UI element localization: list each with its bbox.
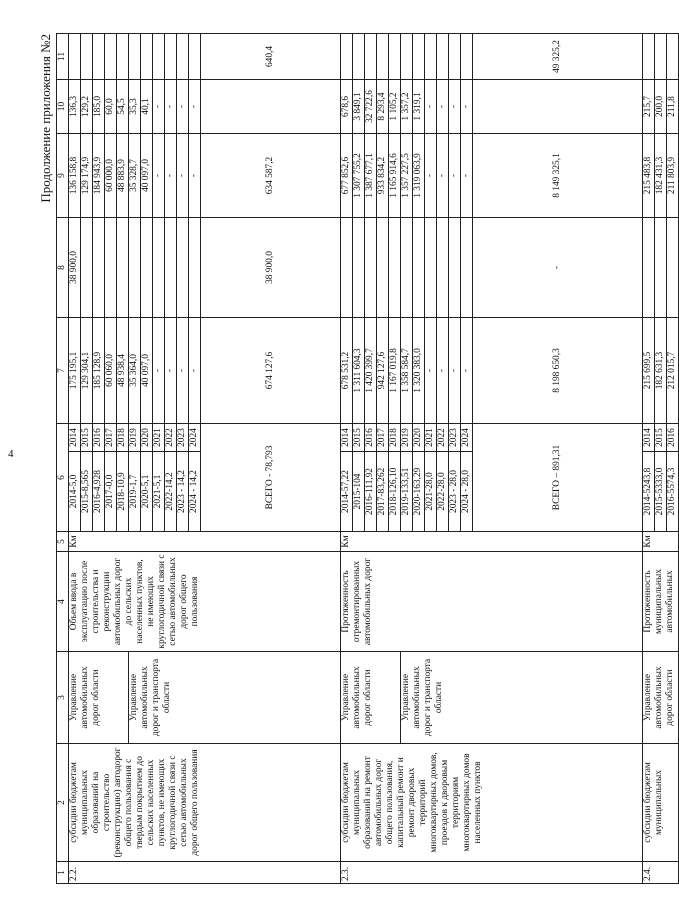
funding-value: - (153, 318, 165, 424)
column-8-value (341, 218, 353, 318)
total-column-9: 634 587,2 (201, 134, 341, 218)
column-9-value: - (425, 134, 437, 218)
funding-value: - (449, 318, 461, 424)
header-cell: 4 (57, 552, 69, 652)
column-9-value: - (437, 134, 449, 218)
column-8-value (177, 218, 189, 318)
row-number: 2.2. (69, 862, 341, 884)
header-cell: 8 (57, 218, 69, 318)
column-10-value: - (437, 80, 449, 134)
plan-value: 2018-10,9 (117, 452, 129, 532)
column-10-value: 1 105,2 (389, 80, 401, 134)
column-8-value (449, 218, 461, 318)
year-cell: 2015 (353, 424, 365, 452)
plan-value: 2020-5,1 (141, 452, 153, 532)
column-8-value (117, 218, 129, 318)
indicator-name: Протяженность отремонтированных автомобильных дорог (341, 552, 643, 652)
column-10-value: - (153, 80, 165, 134)
column-9-value: 184 943,9 (93, 134, 105, 218)
column-11-value (93, 34, 105, 80)
column-10-value: 60,0 (105, 80, 117, 134)
column-10-value: - (165, 80, 177, 134)
funding-value: 1 358 584,7 (401, 318, 413, 424)
column-9-value: - (449, 134, 461, 218)
column-10-value: - (461, 80, 473, 134)
plan-value: 2023 - 28,0 (449, 452, 461, 532)
header-cell: 2 (57, 744, 69, 862)
column-10-value: 211,8 (667, 80, 679, 134)
funding-value: - (425, 318, 437, 424)
column-10-value: 32 722,6 (365, 80, 377, 134)
plan-value: 2022-14,2 (165, 452, 177, 532)
column-9-value: 933 834,2 (377, 134, 389, 218)
row-number: 2.3. (341, 862, 643, 884)
year-cell: 2022 (165, 424, 177, 452)
column-10-value: 35,3 (129, 80, 141, 134)
column-11-value (425, 34, 437, 80)
column-9-value: 215 483,8 (643, 134, 655, 218)
year-cell: 2019 (401, 424, 413, 452)
column-10-value: 54,5 (117, 80, 129, 134)
funding-value: 1 420 399,7 (365, 318, 377, 424)
column-11-value (377, 34, 389, 80)
column-9-value: 40 097,0 (141, 134, 153, 218)
plan-value: 2016-111,92 (365, 452, 377, 532)
column-10-value: 678,6 (341, 80, 353, 134)
year-cell: 2015 (655, 424, 667, 452)
plan-value: 2020-163,29 (413, 452, 425, 532)
column-8-value (643, 218, 655, 318)
column-9-value: 211 803,9 (667, 134, 679, 218)
column-8-value (401, 218, 413, 318)
activity-name: субсидии бюджетам муниципальных образований на строительство (реконструкцию) автодорог общего пользования с твердым покрытием до сельских населенных пунктов, не имеющих круглогодичной связи с сетью автомобильных дорог общего пользования (69, 744, 341, 862)
activity-name: субсидии бюджетам муниципальных образований на ремонт автомобильных дорог общего пользования, капитальный ремонт и ремонт дворовых территорий многоквартирных домов, проездов к дворовым территориям многоквартирных домов населенных пунктов (341, 744, 643, 862)
year-cell: 2020 (413, 424, 425, 452)
column-11-value (643, 34, 655, 80)
column-11-value (189, 34, 201, 80)
funding-value: - (437, 318, 449, 424)
column-8-value (389, 218, 401, 318)
funding-value: - (177, 318, 189, 424)
header-cell: 10 (57, 80, 69, 134)
plan-value: 2014-57,22 (341, 452, 353, 532)
activity-name: субсидии бюджетам муниципальных (643, 744, 679, 862)
total-column-8: - (473, 218, 643, 318)
column-8-value (153, 218, 165, 318)
header-cell: 11 (57, 34, 69, 80)
header-cell: 3 (57, 652, 69, 744)
column-9-value: 1 387 677,1 (365, 134, 377, 218)
column-10-value: 136,3 (69, 80, 81, 134)
column-8-value (437, 218, 449, 318)
total-label: ВСЕГО – 891,31 (473, 424, 643, 532)
column-8-value (189, 218, 201, 318)
plan-value: 2015-8,565 (81, 452, 93, 532)
column-9-value: 48 883,9 (117, 134, 129, 218)
column-9-value: 1 357 227,5 (401, 134, 413, 218)
year-cell: 2022 (437, 424, 449, 452)
rotated-page (38, 34, 677, 884)
total-column-7: 8 198 650,3 (473, 318, 643, 424)
column-8-value (413, 218, 425, 318)
unit-cell: Км (69, 532, 341, 552)
column-11-value (141, 34, 153, 80)
year-cell: 2016 (667, 424, 679, 452)
header-cell: 9 (57, 134, 69, 218)
column-11-value (389, 34, 401, 80)
funding-value: 942 127,6 (377, 318, 389, 424)
column-10-value: 129,2 (81, 80, 93, 134)
year-cell: 2014 (341, 424, 353, 452)
column-10-value: - (177, 80, 189, 134)
column-11-value (667, 34, 679, 80)
column-8-value (461, 218, 473, 318)
column-8-value (141, 218, 153, 318)
funding-value: 678 531,2 (341, 318, 353, 424)
column-8-value (129, 218, 141, 318)
year-cell: 2024 (189, 424, 201, 452)
column-11-value (655, 34, 667, 80)
funding-value: 212 015,7 (667, 318, 679, 424)
column-9-value: - (165, 134, 177, 218)
funding-value: 1 320 383,0 (413, 318, 425, 424)
column-11-value (81, 34, 93, 80)
year-cell: 2020 (141, 424, 153, 452)
executor: Управление автомобильных дорог области (643, 652, 679, 744)
column-10-value: 8 293,4 (377, 80, 389, 134)
plan-value: 2016-5574,3 (667, 452, 679, 532)
column-8-value (667, 218, 679, 318)
column-11-value (437, 34, 449, 80)
funding-value: 185 128,9 (93, 318, 105, 424)
funding-value: 215 699,5 (643, 318, 655, 424)
indicator-name: Протяженность муниципальных автомобильных (643, 552, 679, 652)
table-row (643, 34, 655, 884)
indicator-name: Объем ввода в эксплуатацию после строительства и реконструкции автомобильных дорог до сельских населенных пунктов, не имеющих круглогодичной связи с сетью автомобильных дорог общего пользования (69, 552, 341, 652)
table-row (69, 34, 81, 884)
column-9-value: 129 174,9 (81, 134, 93, 218)
column-10-value: 200,0 (655, 80, 667, 134)
total-column-9: 8 149 325,1 (473, 134, 643, 218)
column-9-value: 1 307 755,2 (353, 134, 365, 218)
column-9-value: - (153, 134, 165, 218)
plan-value: 2021-28,0 (425, 452, 437, 532)
column-11-value (177, 34, 189, 80)
column-8-value: 38 900,0 (69, 218, 81, 318)
plan-value: 2024 - 28,0 (461, 452, 473, 532)
column-11-value (353, 34, 365, 80)
column-10-value: 40,1 (141, 80, 153, 134)
table-row (341, 34, 353, 884)
column-9-value: 136 158,8 (69, 134, 81, 218)
total-column-10 (473, 80, 643, 134)
header-cell: 5 (57, 532, 69, 552)
funding-value: 1 311 604,3 (353, 318, 365, 424)
column-11-value (153, 34, 165, 80)
unit-cell: Км (341, 532, 643, 552)
continuation-title: Продолжение приложения №2 (38, 34, 53, 203)
year-cell: 2017 (377, 424, 389, 452)
column-8-value (81, 218, 93, 318)
funding-value: 40 097,0 (141, 318, 153, 424)
plan-value: 2017-0,0 (105, 452, 117, 532)
funding-value: 48 938,4 (117, 318, 129, 424)
executor: Управление автомобильных дорог области (341, 652, 401, 744)
column-9-value: 1 319 063,9 (413, 134, 425, 218)
column-11-value (449, 34, 461, 80)
plan-value: 2017-83,262 (377, 452, 389, 532)
column-10-value: 1 357,2 (401, 80, 413, 134)
year-cell: 2016 (365, 424, 377, 452)
column-9-value: 182 431,3 (655, 134, 667, 218)
total-column-10 (201, 80, 341, 134)
unit-cell: Км (643, 532, 679, 552)
funding-value: - (461, 318, 473, 424)
column-9-value: - (177, 134, 189, 218)
plan-value: 2024 - 14,2 (189, 452, 201, 532)
year-cell: 2018 (389, 424, 401, 452)
row-number: 2.4. (643, 862, 679, 884)
column-8-value (425, 218, 437, 318)
column-9-value: 60 000,0 (105, 134, 117, 218)
total-column-11: 640,4 (201, 34, 341, 80)
plan-value: 2023 - 14,2 (177, 452, 189, 532)
executor: Управление автомобильных дорог области (69, 652, 129, 744)
year-cell: 2015 (81, 424, 93, 452)
header-cell: 7 (57, 318, 69, 424)
plan-value: 2015-5333,0 (655, 452, 667, 532)
executor-2: Управление автомобильных дорог и транспорта области (401, 652, 643, 744)
year-cell: 2021 (425, 424, 437, 452)
header-row (57, 34, 69, 884)
year-cell: 2024 (461, 424, 473, 452)
appendix-table (56, 33, 679, 884)
column-11-value (401, 34, 413, 80)
plan-value: 2021-5,1 (153, 452, 165, 532)
total-column-7: 674 127,6 (201, 318, 341, 424)
year-cell: 2014 (643, 424, 655, 452)
column-9-value: 677 852,6 (341, 134, 353, 218)
column-8-value (165, 218, 177, 318)
column-11-value (105, 34, 117, 80)
total-column-11: 49 325,2 (473, 34, 643, 80)
column-11-value (413, 34, 425, 80)
year-cell: 2017 (105, 424, 117, 452)
plan-value: 2014-5,0 (69, 452, 81, 532)
year-cell: 2014 (69, 424, 81, 452)
year-cell: 2016 (93, 424, 105, 452)
column-9-value: - (189, 134, 201, 218)
column-9-value: 1 165 914,6 (389, 134, 401, 218)
executor-2: Управление автомобильных дорог и транспорта области (129, 652, 341, 744)
plan-value: 2015-104 (353, 452, 365, 532)
column-10-value: 185,0 (93, 80, 105, 134)
funding-value: - (189, 318, 201, 424)
funding-value: 1 167 019,8 (389, 318, 401, 424)
plan-value: 2018-126,10 (389, 452, 401, 532)
column-8-value (105, 218, 117, 318)
funding-value: 175 195,1 (69, 318, 81, 424)
page-number: 4 (8, 448, 14, 460)
column-10-value: - (189, 80, 201, 134)
total-label: ВСЕГО - 78,793 (201, 424, 341, 532)
funding-value: 60 060,0 (105, 318, 117, 424)
column-9-value: 35 328,7 (129, 134, 141, 218)
column-8-value (353, 218, 365, 318)
column-11-value (365, 34, 377, 80)
year-cell: 2023 (449, 424, 461, 452)
column-11-value (117, 34, 129, 80)
funding-value: - (165, 318, 177, 424)
column-9-value: - (461, 134, 473, 218)
column-10-value: 1 319,1 (413, 80, 425, 134)
header-cell: 6 (57, 424, 69, 532)
column-8-value (365, 218, 377, 318)
funding-value: 35 364,0 (129, 318, 141, 424)
column-10-value: - (425, 80, 437, 134)
column-8-value (377, 218, 389, 318)
column-8-value (93, 218, 105, 318)
plan-value: 2022-28,0 (437, 452, 449, 532)
funding-value: 182 631,3 (655, 318, 667, 424)
column-10-value: - (449, 80, 461, 134)
column-11-value (341, 34, 353, 80)
year-cell: 2019 (129, 424, 141, 452)
total-column-8: 38 900,0 (201, 218, 341, 318)
funding-value: 129 304,1 (81, 318, 93, 424)
header-cell: 1 (57, 862, 69, 884)
column-11-value (69, 34, 81, 80)
plan-value: 2016-4,928 (93, 452, 105, 532)
column-10-value: 3 849,1 (353, 80, 365, 134)
year-cell: 2018 (117, 424, 129, 452)
column-10-value: 215,7 (643, 80, 655, 134)
year-cell: 2023 (177, 424, 189, 452)
plan-value: 2019-1,7 (129, 452, 141, 532)
column-11-value (129, 34, 141, 80)
plan-value: 2014-5243,8 (643, 452, 655, 532)
year-cell: 2021 (153, 424, 165, 452)
column-8-value (655, 218, 667, 318)
column-11-value (165, 34, 177, 80)
column-11-value (461, 34, 473, 80)
plan-value: 2019-133,51 (401, 452, 413, 532)
